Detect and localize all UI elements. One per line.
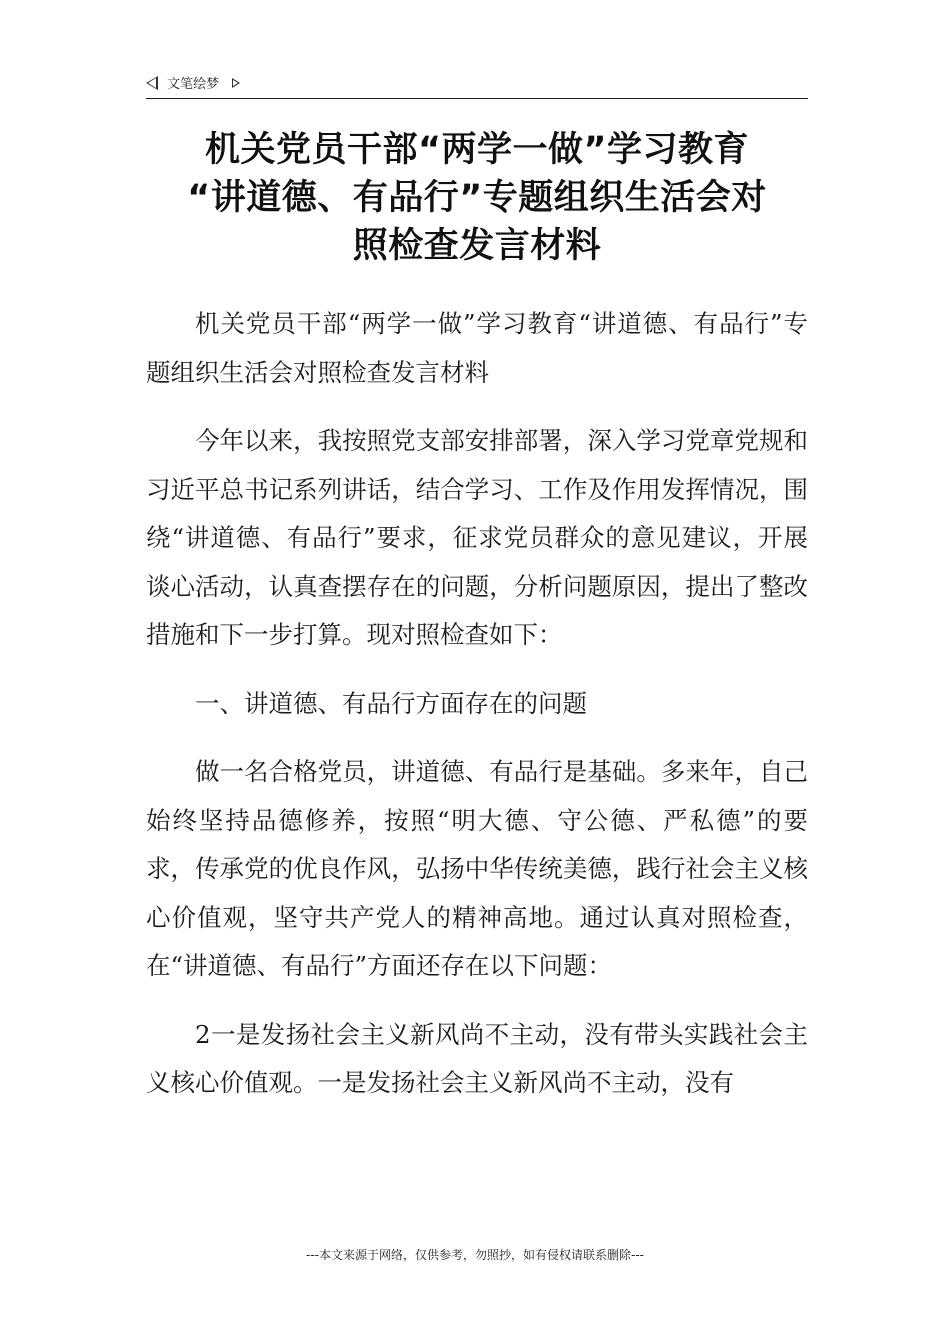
document-title [150, 126, 804, 270]
document-body [146, 300, 808, 1128]
page-header [146, 72, 808, 99]
triangle-left-icon [146, 76, 158, 90]
title-line: 机关党员干部“两学一做”学习教育 [204, 130, 749, 170]
section-heading: 一、讲道德、有品行方面存在的问题 [195, 688, 587, 718]
paragraph-section-body: 做一名合格党员，讲道德、有品行是基础。多来年，自己始终坚持品德修养，按照“明大德、守公德、严私德”的要求，传承党的优良作风，弘扬中华传统美德，践行社会主义核心价值观，坚守共产党人的精神高地。通过认真对照检查，在“讲道德、有品行”方面还存在以下问题： [146, 757, 808, 980]
triangle-right-icon [232, 78, 240, 88]
page-footer: ---本文来源于网络，仅供参考，勿照抄，如有侵权请联系删除--- [306, 1248, 644, 1262]
paragraph-problem-1: 2一是发扬社会主义新风尚不主动，没有带头实践社会主义核心价值观。一是发扬社会主义新风尚不主动，没有 [146, 1019, 808, 1097]
paragraph-subtitle: 机关党员干部“两学一做”学习教育“讲道德、有品行”专题组织生活会对照检查发言材料 [146, 309, 808, 387]
header-brand: 文笔绘梦 [167, 77, 220, 92]
title-line: “讲道德、有品行”专题组织生活会对 [187, 178, 767, 218]
title-line: 照检查发言材料 [352, 226, 602, 266]
paragraph-intro: 今年以来，我按照党支部安排部署，深入学习党章党规和习近平总书记系列讲话，结合学习、工作及作用发挥情况，围绕“讲道德、有品行”要求，征求党员群众的意见建议，开展谈心活动，认真查摆存在的问题，分析问题原因，提出了整改措施和下一步打算。现对照检查如下： [146, 426, 808, 649]
